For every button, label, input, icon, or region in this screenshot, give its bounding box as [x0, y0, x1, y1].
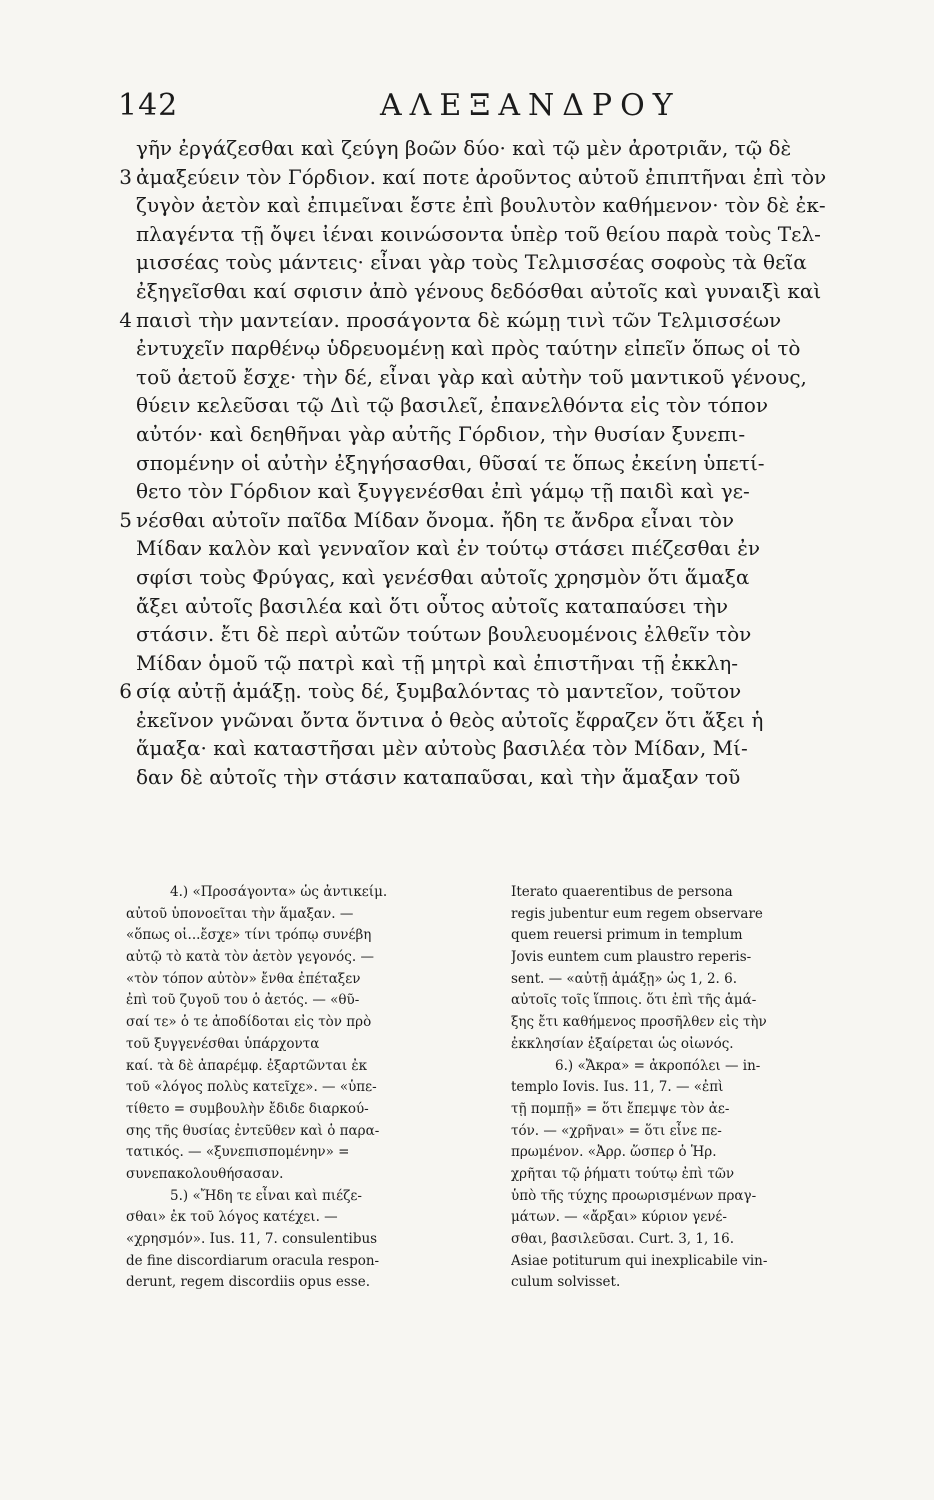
text-line — [100, 163, 840, 192]
footnote-line: τίθετο = συμβουλὴν ἔδιδε διαρκού- — [126, 1100, 369, 1117]
text-line — [100, 534, 840, 563]
footnote-line: συνεπακολουθήσασαν. — [126, 1165, 284, 1182]
footnote-line: Iterato quaerentibus de persona — [511, 884, 733, 900]
text-line — [100, 763, 840, 792]
footnote-line: «χρησμόν». Ius. 11, 7. consulentibus — [126, 1231, 378, 1247]
page-header — [0, 88, 934, 132]
footnote-line: «τὸν τόπον αὐτὸν» ἔνθα ἐπέταξεν — [126, 970, 361, 987]
footnote-line: ὑπὸ τῆς τύχης προωρισμένων πραγ- — [511, 1187, 757, 1204]
text-line — [100, 734, 840, 763]
footnote-line: ἐπὶ τοῦ ζυγοῦ του ὁ ἀετός. — «θῦ- — [126, 992, 360, 1009]
text-line — [100, 134, 840, 163]
line-text: ἅμαξα· καὶ καταστῆσαι μὲν αὐτοὺς βασιλέα τὸν Μίδαν, Μί- — [136, 736, 748, 761]
section-number: 6 — [119, 679, 132, 704]
text-line — [100, 563, 840, 592]
text-line — [100, 677, 840, 706]
footnote-line: καί. τὰ δὲ ἀπαρέμφ. ἐξαρτῶνται ἐκ — [126, 1057, 368, 1074]
line-text: τοῦ ἀετοῦ ἔσχε· τὴν δέ, εἶναι γὰρ καὶ αὐτὴν τοῦ μαντικοῦ γένους, — [136, 364, 807, 389]
page-number: 142 — [118, 88, 179, 123]
footnote-line: αὐτοῦ ὑπονοεῖται τὴν ἅμαξαν. — — [126, 905, 354, 922]
line-text: σπομένην οἱ αὐτὴν ἐξηγήσασθαι, θῦσαί τε ὅπως ἐκείνη ὑπετί- — [136, 450, 765, 475]
line-text: σφίσι τοὺς Φρύγας, καὶ γενέσθαι αὐτοῖς χρησμὸν ὅτι ἅμαξα — [136, 564, 750, 589]
footnote-line: τατικός. — «ξυνεπισπομένην» = — [126, 1144, 350, 1161]
footnote-line: sent. — «αὐτῇ ἁμάξῃ» ὡς 1, 2. 6. — [511, 970, 738, 987]
line-text: αὐτόν· καὶ δεηθῆναι γὰρ αὐτῆς Γόρδιον, τὴν θυσίαν ξυνεπι- — [136, 421, 746, 446]
line-text: Μίδαν ὁμοῦ τῷ πατρὶ καὶ τῇ μητρὶ καὶ ἐπιστῆναι τῇ ἐκκλη- — [136, 650, 739, 675]
line-text: Μίδαν καλὸν καὶ γενναῖον καὶ ἐν τούτῳ στάσει πιέζεσθαι ἐν — [136, 536, 761, 561]
footnotes — [126, 882, 846, 1442]
footnote-line: ξης ἔτι καθήμενος προσῆλθεν εἰς τὴν — [511, 1014, 767, 1031]
text-line — [100, 706, 840, 735]
footnote-line: «ὅπως οἱ...ἔσχε» τίνι τρόπῳ συνέβη — [126, 927, 372, 944]
footnote-line: τοῦ «λόγος πολὺς κατεῖχε». — «ὑπε- — [126, 1079, 377, 1096]
line-text: ἀμαξεύειν τὸν Γόρδιον. καί ποτε ἀροῦντος αὐτοῦ ἐπιπτῆναι ἐπὶ τὸν — [136, 164, 827, 189]
text-line — [100, 649, 840, 678]
footnote-line: Asiae potiturum qui inexplicabile vin- — [511, 1252, 768, 1269]
line-text: σίᾳ αὐτῇ ἁμάξῃ. τοὺς δέ, ξυμβαλόντας τὸ μαντεῖον, τοῦτον — [136, 679, 742, 704]
footnote-line: ἐκκλησίαν ἐξαίρεται ὡς οἰωνός. — [511, 1035, 734, 1052]
line-text: θετο τὸν Γόρδιον καὶ ξυγγενέσθαι ἐπὶ γάμῳ τῇ παιδὶ καὶ γε- — [136, 479, 750, 504]
footnote-line: 4.) «Προσάγοντα» ὡς ἀντικείμ. — [170, 884, 388, 900]
line-text: πλαγέντα τῇ ὄψει ἰέναι κοινώσοντα ὑπὲρ τοῦ θείου παρὰ τοὺς Τελ- — [136, 221, 821, 246]
line-text: ζυγὸν ἀετὸν καὶ ἐπιμεῖναι ἔστε ἐπὶ βουλυτὸν καθήμενον· τὸν δὲ ἐκ- — [136, 193, 826, 218]
line-text: γῆν ἐργάζεσθαι καὶ ζεύγη βοῶν δύο· καὶ τῷ μὲν ἀροτριᾶν, τῷ δὲ — [136, 136, 792, 160]
section-number: 5 — [119, 507, 132, 532]
footnote-line: Jovis euntem cum plaustro reperis- — [511, 949, 752, 966]
running-title: ΑΛΕΞΑΝΔΡΟΥ — [380, 88, 681, 123]
line-text: μισσέας τοὺς μάντεις· εἶναι γὰρ τοὺς Τελμισσέας σοφοὺς τὰ θεῖα — [136, 250, 807, 275]
footnote-line: σθαι, βασιλεῦσαι. Curt. 3, 1, 16. — [511, 1231, 735, 1247]
text-line — [100, 334, 840, 363]
text-line — [100, 220, 840, 249]
footnote-line: σης τῆς θυσίας ἐντεῦθεν καὶ ὁ παρα- — [126, 1122, 380, 1139]
footnotes-right-column — [511, 882, 851, 1294]
footnote-line: quem reuersi primum in templum — [511, 927, 743, 944]
line-text: ἐξηγεῖσθαι καί σφισιν ἀπὸ γένους δεδόσθαι αὐτοῖς καὶ γυναιξὶ καὶ — [136, 278, 822, 303]
footnote-line: 5.) «Ἤδη τε εἶναι καὶ πιέζε- — [170, 1187, 362, 1204]
text-line — [100, 306, 840, 335]
text-line — [100, 420, 840, 449]
footnote-line: regis jubentur eum regem observare — [511, 905, 763, 922]
footnote-line: τοῦ ξυγγενέσθαι ὑπάρχοντα — [126, 1035, 320, 1052]
line-text: ἄξει αὐτοῖς βασιλέα καὶ ὅτι οὗτος αὐτοῖς καταπαύσει τὴν — [136, 593, 729, 618]
line-text: δαν δὲ αὐτοῖς τὴν στάσιν καταπαῦσαι, καὶ τὴν ἅμαξαν τοῦ — [136, 765, 741, 790]
main-text-block — [100, 134, 840, 792]
footnote-line: αὐτοῖς τοῖς ἵπποις. ὅτι ἐπὶ τῆς ἁμά- — [511, 992, 757, 1009]
footnote-line: τῇ πομπῇ» = ὅτι ἔπεμψε τὸν ἀε- — [511, 1100, 730, 1117]
footnote-line: templo Iovis. Ius. 11, 7. — «ἐπὶ — [511, 1079, 724, 1096]
footnote-line: σθαι» ἐκ τοῦ λόγος κατέχει. — — [126, 1209, 338, 1226]
line-text: στάσιν. ἔτι δὲ περὶ αὐτῶν τούτων βουλευομένοις ἐλθεῖν τὸν — [136, 622, 752, 647]
text-line — [100, 277, 840, 306]
footnote-line: χρῆται τῷ ῥήματι τούτῳ ἐπὶ τῶν — [511, 1165, 735, 1182]
text-line — [100, 191, 840, 220]
text-line — [100, 620, 840, 649]
footnotes-left-column — [126, 882, 466, 1294]
section-number: 3 — [119, 164, 132, 189]
text-line — [100, 506, 840, 535]
footnote-line: de fine discordiarum oracula respon- — [126, 1252, 380, 1269]
line-text: ἐντυχεῖν παρθένῳ ὑδρευομένῃ καὶ πρὸς ταύτην εἰπεῖν ὅπως οἱ τὸ — [136, 336, 801, 361]
line-text: νέσθαι αὐτοῖν παῖδα Μίδαν ὄνομα. ἤδη τε ἄνδρα εἶναι τὸν — [136, 507, 735, 532]
footnote-line: culum solvisset. — [511, 1274, 621, 1291]
footnote-line: τόν. — «χρῆναι» = ὅτι εἶνε πε- — [511, 1122, 722, 1139]
line-text: ἐκεῖνον γνῶναι ὄντα ὅντινα ὁ θεὸς αὐτοῖς ἔφραζεν ὅτι ἄξει ἡ — [136, 707, 764, 732]
text-line — [100, 592, 840, 621]
text-line — [100, 248, 840, 277]
footnote-line: μάτων. — «ἄρξαι» κύριον γενέ- — [511, 1209, 727, 1226]
footnote-line: 6.) «Ἄκρα» = ἀκροπόλει — in- — [555, 1057, 761, 1074]
text-line — [100, 363, 840, 392]
footnote-line: derunt, regem discordiis opus esse. — [126, 1274, 370, 1291]
footnote-line: σαί τε» ὁ τε ἀποδίδοται εἰς τὸν πρὸ — [126, 1014, 372, 1031]
line-text: θύειν κελεῦσαι τῷ Διὶ τῷ βασιλεῖ, ἐπανελθόντα εἰς τὸν τόπον — [136, 393, 769, 418]
text-line — [100, 449, 840, 478]
text-line — [100, 391, 840, 420]
section-number: 4 — [119, 307, 132, 332]
line-text: παισὶ τὴν μαντείαν. προσάγοντα δὲ κώμῃ τινὶ τῶν Τελμισσέων — [136, 307, 782, 332]
footnote-line: πρωμένον. «Ἀρρ. ὥσπερ ὁ Ἡρ. — [511, 1144, 717, 1161]
text-line — [100, 477, 840, 506]
footnote-line: αὐτῷ τὸ κατὰ τὸν ἀετὸν γεγονός. — — [126, 949, 374, 966]
